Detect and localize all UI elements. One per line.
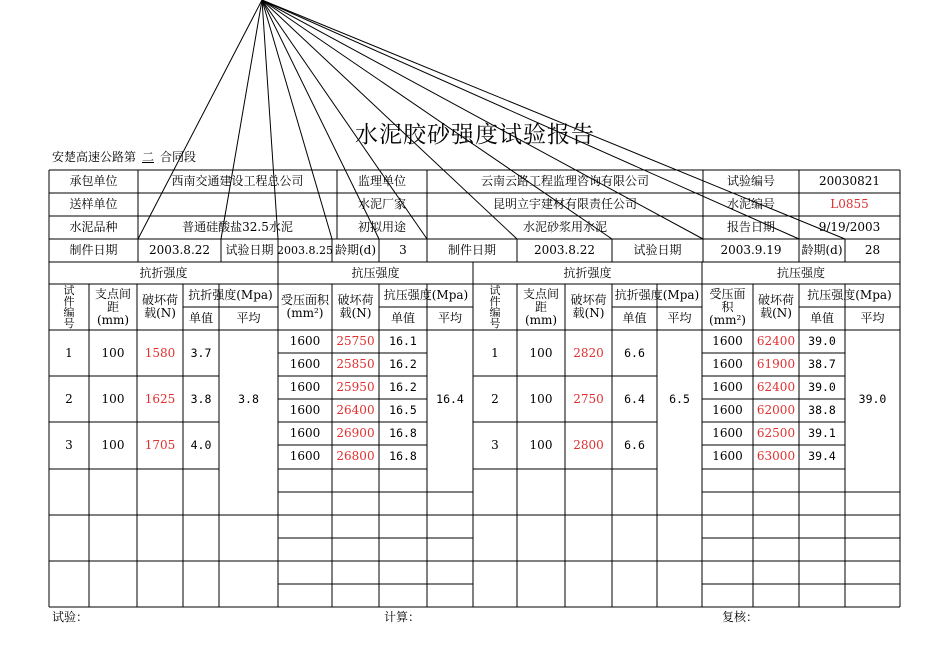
label-supervisor: 监理单位: [357, 174, 406, 188]
left-comp-strength-header: 抗压强度(Mpa): [383, 288, 469, 302]
left-comp-area-header: 受压面积(mm²): [281, 293, 330, 320]
value-test-date-28d: 2003.9.19: [720, 243, 782, 257]
value-report-date: 9/19/2003: [818, 220, 881, 234]
right-comp-average-header: 平均: [860, 311, 885, 325]
label-make-date-28d: 制件日期: [447, 243, 496, 257]
right-comp-average: 39.0: [858, 392, 887, 406]
left-flex-single-header: 单值: [188, 311, 213, 325]
left-flex-strength-value: 3.7: [190, 345, 212, 360]
label-test-date-3d: 试验日期: [225, 243, 274, 257]
right-flex-strength-value: 6.6: [624, 437, 645, 452]
value-contractor: 西南交通建设工程总公司: [171, 174, 304, 188]
left-flex-strength-header: 抗折强度(Mpa): [188, 288, 273, 302]
right-comp-area: 1600: [712, 357, 743, 371]
left-comp-load-header: 破坏荷载(N): [337, 293, 374, 320]
left-compressive-header: 抗压强度: [351, 265, 400, 280]
left-flex-specimen-no: 2: [65, 391, 73, 406]
label-age-28d: 龄期(d): [801, 243, 843, 257]
value-manufacturer: 昆明立宇建材有限责任公司: [492, 197, 637, 211]
left-flex-break-load: 1580: [144, 345, 176, 360]
left-flex-support-span: 100: [101, 437, 125, 452]
right-compressive-header: 抗压强度: [776, 265, 825, 280]
footer-tester: 试验：: [52, 610, 89, 624]
right-flexural-header: 抗折强度: [563, 265, 612, 280]
label-cement-no: 水泥编号: [726, 197, 775, 211]
right-flex-strength-value: 6.6: [624, 345, 645, 360]
left-comp-strength-value: 16.5: [389, 403, 417, 417]
right-flex-specimen-no: 2: [491, 391, 499, 406]
left-specimen-no-header: 试件编号: [63, 284, 75, 330]
report-title: 水泥胶砂强度试验报告: [355, 122, 595, 148]
left-flex-average: 3.8: [238, 392, 259, 406]
right-comp-break-load: 62000: [756, 403, 796, 417]
right-comp-strength-value: 38.8: [808, 403, 836, 417]
right-comp-strength-value: 39.0: [808, 380, 836, 394]
right-comp-break-load: 61900: [756, 357, 796, 371]
left-flex-break-load: 1705: [144, 437, 176, 452]
label-report-date: 报告日期: [726, 220, 775, 234]
value-make-date-28d: 2003.8.22: [533, 243, 596, 257]
right-comp-area: 1600: [712, 403, 743, 417]
right-specimen-no-header: 试件编号: [489, 284, 501, 330]
label-usage: 初拟用途: [357, 220, 406, 234]
left-flex-strength-value: 4.0: [190, 437, 212, 452]
right-flex-support-span: 100: [529, 345, 553, 360]
left-flex-break-load: 1625: [144, 391, 176, 406]
right-flex-strength-header: 抗折强度(Mpa): [614, 288, 700, 302]
left-comp-strength-value: 16.8: [389, 426, 417, 440]
value-make-date-3d: 2003.8.22: [148, 243, 211, 257]
value-sender: [138, 193, 337, 216]
label-make-date-3d: 制件日期: [69, 243, 118, 257]
right-flex-break-load: 2800: [573, 437, 604, 452]
left-comp-break-load: 26400: [336, 403, 375, 417]
left-break-load-header: 破坏荷载(N): [141, 293, 178, 320]
value-age-3d: 3: [399, 243, 407, 257]
left-comp-area: 1600: [289, 403, 321, 417]
left-flex-specimen-no: 3: [65, 437, 73, 452]
right-flex-support-span: 100: [529, 391, 553, 406]
left-comp-area: 1600: [289, 334, 321, 348]
right-flex-specimen-no: 3: [491, 437, 499, 452]
value-test-no: 20030821: [818, 174, 881, 188]
value-supervisor: 云南云路工程监理咨询有限公司: [480, 174, 649, 188]
right-flex-break-load: 2820: [573, 345, 604, 360]
value-cement-type: 普通硅酸盐32.5水泥: [182, 220, 293, 234]
left-flex-strength-value: 3.8: [190, 391, 212, 406]
label-test-date-28d: 试验日期: [633, 243, 682, 257]
left-flex-support-span: 100: [101, 391, 125, 406]
right-break-load-header: 破坏荷载(N): [570, 293, 607, 320]
left-flex-support-span: 100: [101, 345, 125, 360]
value-age-28d: 28: [864, 243, 881, 257]
left-comp-area: 1600: [289, 426, 321, 440]
label-manufacturer: 水泥厂家: [357, 197, 406, 211]
right-comp-strength-header: 抗压强度(Mpa): [807, 288, 892, 302]
left-comp-strength-value: 16.8: [389, 449, 417, 463]
right-comp-break-load: 62400: [756, 334, 796, 348]
left-comp-single-header: 单值: [390, 311, 415, 325]
left-comp-average: 16.4: [436, 392, 464, 406]
subtitle-section: 二: [142, 150, 155, 164]
left-flexural-header: 抗折强度: [139, 265, 188, 280]
right-flex-support-span: 100: [529, 437, 553, 452]
label-sender: 送样单位: [69, 197, 118, 211]
left-support-span-header: 支点间距(mm): [94, 286, 131, 327]
left-comp-break-load: 25950: [336, 380, 375, 394]
right-flex-average: 6.5: [669, 392, 690, 406]
footer-reviewer: 复核：: [722, 610, 759, 624]
subtitle-prefix: 安楚高速公路第: [52, 150, 137, 164]
right-comp-area: 1600: [712, 334, 743, 348]
label-test-no: 试验编号: [726, 174, 775, 188]
right-comp-strength-value: 38.7: [808, 357, 836, 371]
right-comp-single-header: 单值: [809, 311, 834, 325]
right-comp-area: 1600: [712, 449, 743, 463]
label-contractor: 承包单位: [69, 174, 118, 188]
right-support-span-header: 支点间距(mm): [522, 286, 559, 327]
right-flex-single-header: 单值: [622, 311, 647, 325]
right-comp-load-header: 破坏荷载(N): [757, 293, 794, 320]
left-flex-average-header: 平均: [236, 311, 261, 325]
right-flex-break-load: 2750: [573, 391, 604, 406]
right-comp-break-load: 63000: [756, 449, 796, 463]
left-comp-area: 1600: [289, 380, 321, 394]
left-comp-break-load: 25750: [336, 334, 375, 348]
footer-calculator: 计算：: [384, 610, 421, 624]
value-usage: 水泥砂浆用水泥: [522, 220, 607, 234]
right-flex-average-header: 平均: [667, 311, 692, 325]
label-age-3d: 龄期(d): [334, 243, 377, 257]
right-flex-specimen-no: 1: [491, 345, 499, 360]
right-comp-area: 1600: [712, 380, 743, 394]
right-comp-area: 1600: [712, 426, 743, 440]
right-comp-break-load: 62500: [756, 426, 796, 440]
left-comp-break-load: 25850: [336, 357, 375, 371]
value-test-date-3d: 2003.8.25: [277, 244, 333, 257]
right-comp-area-header: 受压面积(mm²): [709, 286, 746, 327]
left-comp-area: 1600: [289, 449, 321, 463]
left-comp-strength-value: 16.2: [389, 380, 417, 394]
left-comp-break-load: 26800: [336, 449, 375, 463]
left-comp-strength-value: 16.2: [389, 357, 417, 371]
right-comp-strength-value: 39.0: [808, 334, 836, 348]
subtitle-suffix: 合同段: [160, 150, 197, 164]
label-cement-type: 水泥品种: [69, 220, 118, 234]
right-flex-strength-value: 6.4: [624, 391, 645, 406]
left-comp-average-header: 平均: [437, 311, 462, 325]
right-comp-break-load: 62400: [756, 380, 796, 394]
left-flex-specimen-no: 1: [65, 345, 73, 360]
right-comp-strength-value: 39.4: [808, 449, 836, 463]
left-comp-area: 1600: [289, 357, 321, 371]
value-cement-no: L0855: [830, 197, 869, 211]
left-comp-break-load: 26900: [336, 426, 375, 440]
right-comp-strength-value: 39.1: [808, 426, 836, 440]
left-comp-strength-value: 16.1: [389, 334, 417, 348]
